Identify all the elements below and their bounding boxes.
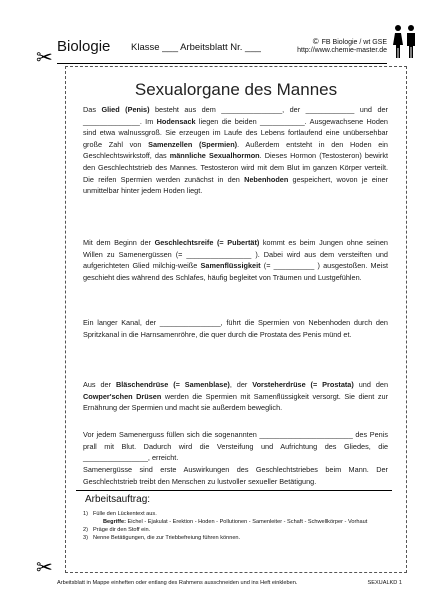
credit-block — [297, 38, 387, 55]
text-span: Das — [83, 105, 102, 114]
term-samenfluessigkeit: Samenflüssigkeit — [200, 261, 261, 271]
task-terms — [93, 518, 391, 526]
term-sexualhormon: männliche Sexualhormon — [169, 151, 260, 161]
text-span: (= __________ ) ausgestoßen. Meist geschieht dies während des Schlafes, häufig begleitet von Träumen und Lustgefühlen. — [83, 261, 388, 282]
text-span: gespeichert, wovon je einer unmittelbar hinter jedem Hoden liegt. — [83, 174, 389, 196]
paragraph-geschlechtsreife — [83, 237, 388, 283]
term-cowper-druesen: Cowper'schen Drüsen — [83, 391, 162, 401]
term-hodensack: Hodensack — [156, 116, 196, 126]
paragraph-geschlechtstrieb: Samenergüsse sind erste Auswirkungen des Geschlechtstriebes beim Mann. Der Geschlechtstrieb treibt den Menschen zu lustvoller sexueller Betätigung. — [83, 465, 388, 486]
footer-instruction: Arbeitsblatt in Mappe einheften oder entlang des Rahmens ausschneiden und ins Heft einkleben. — [57, 580, 298, 586]
term-geschlechtsreife: Geschlechtsreife (= Pubertät) — [154, 238, 260, 247]
task-number: 2) — [83, 527, 88, 533]
task-item — [83, 510, 391, 526]
text-span: und den — [353, 380, 388, 389]
paragraph-druesen — [83, 379, 388, 414]
task-text: Präge dir den Stoff ein. — [93, 527, 151, 533]
task-heading: Arbeitsauftrag: — [85, 494, 151, 505]
text-span: Aus der — [83, 380, 116, 389]
text-span: liegen die beiden ___________. Ausgewachsene Hoden sind etwa walnussgroß. Sie erzeugen im Laufe des Lebens fortlaufend eine unübersehbar große Zahl von — [83, 116, 388, 149]
footer-code: SEXUALKD 1 — [367, 580, 402, 586]
text-span: kommt es beim Jungen ohne seinen Willen zu Samenergüssen (= ________________ ). Dabei wird aus dem versteiften und aufgerichteten Glied milchig-weiße — [83, 238, 388, 271]
credit-url: http://www.chemie-master.de — [297, 47, 387, 54]
paragraph-penis-hoden — [83, 104, 388, 197]
text-span: werden die Spermien mit Samenflüssigkeit versorgt. Sie dient zur Ernährung der Spermien und macht sie außerdem beweglich. — [83, 391, 389, 413]
text-span: , der — [229, 380, 253, 389]
worksheet-title: Sexualorgane des Mannes — [134, 80, 338, 99]
cut-out-frame — [65, 66, 407, 573]
task-item — [83, 526, 391, 534]
task-text: Fülle den Lückentext aus. — [93, 511, 157, 517]
text-span: . Dieses Hormon (Testosteron) bewirkt den Geschlechtstrieb des Mannes. Testosteron wird mit dem Blut im ganzen Körper verteilt. Die reifen Spermien werden zunächst in den — [83, 151, 388, 184]
task-number: 3) — [83, 535, 88, 541]
task-item — [83, 534, 391, 542]
paragraph-erektion: Vor jedem Samenerguss füllen sich die sogenannten _______________________ des Penis prall mit Blut. Dadurch wird die Versteifung und Aufrichtung des Gliedes, die ________________, erreicht. — [83, 430, 388, 463]
task-text: Nenne Betätigungen, die zur Triebbefreiung führen können. — [93, 535, 241, 541]
term-blaeschendruese: Bläschendrüse (= Samenblase) — [115, 380, 230, 389]
worksheet-header — [57, 38, 387, 62]
term-glied: Glied (Penis) — [101, 105, 150, 114]
term-nebenhoden: Nebenhoden — [244, 174, 289, 184]
text-span: Mit dem Beginn der — [83, 238, 155, 247]
credit-text: FB Biologie / wt GSE — [321, 39, 387, 46]
task-number: 1) — [83, 511, 88, 517]
task-divider — [76, 490, 392, 491]
scissors-icon: ✂ — [36, 47, 53, 69]
term-vorsteherdruese: Vorsteherdrüse (= Prostata) — [252, 380, 354, 389]
terms-list: Eichel - Ejakulat - Erektion - Hoden - Pollutionen - Samenleiter - Schaft - Schwellkörper - Vorhaut — [126, 519, 368, 525]
male-female-figures-icon — [392, 24, 418, 60]
subject-label: Biologie — [57, 38, 111, 55]
task-list — [83, 510, 391, 542]
class-sheet-number-line: Klasse ___ Arbeitsblatt Nr. ___ — [131, 42, 261, 53]
header-rule — [57, 63, 387, 64]
term-samenzellen: Samenzellen (Spermien) — [148, 139, 238, 149]
scissors-icon: ✂ — [36, 557, 53, 579]
paragraph-samenleiter: Ein langer Kanal, der _______________, führt die Spermien von Nebenhoden durch den Spritzkanal in die Harnsamenröhre, die quer durch die Prostata des Penis münd et. — [83, 318, 388, 339]
copyright-symbol: © — [312, 37, 319, 46]
terms-label: Begriffe: — [103, 519, 126, 525]
text-span: . Außerdem entsteht in den Hoden ein Geschlechtswirkstoff, das — [83, 139, 388, 161]
text-span: besteht aus dem _______________, der ____________ und der ______________. Im — [83, 105, 388, 126]
